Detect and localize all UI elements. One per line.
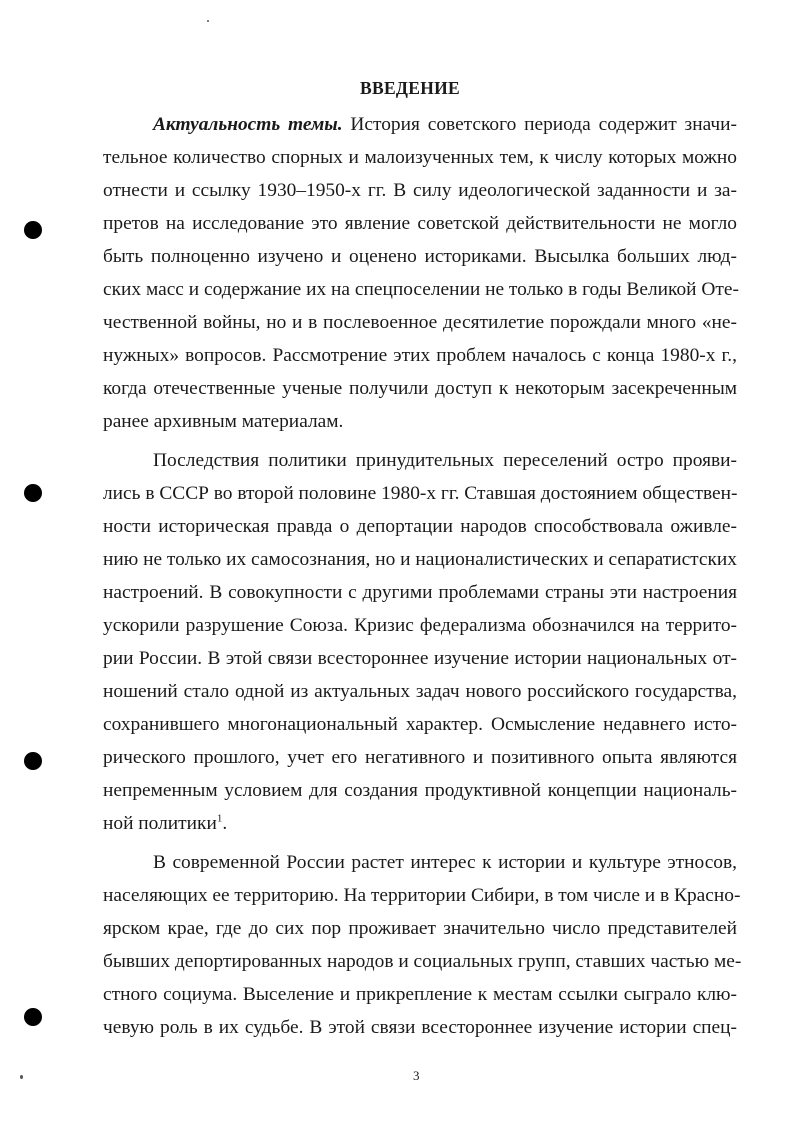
paragraph-1-line: ранее архивным материалам. [103, 411, 344, 432]
scan-speck [207, 20, 209, 22]
punch-hole [24, 1008, 42, 1026]
paragraph-2-line: рического прошлого, учет его негативного и позитивного опыта являются [103, 747, 737, 768]
paragraph-3-line: населяющих ее территорию. На территории Сибири, в том числе и в Красно- [103, 885, 741, 906]
paragraph-2-last-line: ной политики$^1$. [103, 812, 228, 834]
paragraph-1-line: претов на исследование это явление советской действительности не могло [103, 213, 737, 234]
punch-hole [24, 484, 42, 502]
paragraph-2-line: ности историческая правда о депортации народов способствовала оживле- [103, 516, 737, 537]
paragraph-3-line: стного социума. Выселение и прикрепление к местам ссылки сыграло клю- [103, 984, 737, 1005]
paragraph-3-line: бывших депортированных народов и социальных групп, ставших частью ме- [103, 951, 742, 972]
paragraph-3-line: чевую роль в их судьбе. В этой связи всестороннее изучение истории спец- [103, 1017, 737, 1038]
section-heading: ВВЕДЕНИЕ [360, 78, 461, 98]
paragraph-1-line: быть полноценно изучено и оценено историками. Высылка больших люд- [103, 246, 737, 267]
paragraph-1-line: чественной войны, но и в послевоенное десятилетие порождали много «не- [103, 312, 737, 333]
punch-hole [24, 221, 42, 239]
punch-hole [24, 752, 42, 770]
paragraph-1-line: когда отечественные ученые получили доступ к некоторым засекреченным [103, 378, 737, 399]
paragraph-3-line: В современной России растет интерес к истории и культуре этносов, [153, 852, 737, 873]
paragraph-1-line-1: Актуальность темы. История советского периода содержит значи- [153, 114, 738, 135]
paragraph-2-line: непременным условием для создания продуктивной концепции националь- [103, 780, 737, 801]
paragraph-2-line: сохранившего многонациональный характер. Осмысление недавнего исто- [103, 714, 737, 735]
page-number: 3 [413, 1068, 420, 1083]
scan-speck [20, 1075, 23, 1079]
footnote-marker[interactable]: 1 [216, 812, 223, 825]
paragraph-2-line: ускорили разрушение Союза. Кризис федерализма обозначился на террито- [103, 615, 737, 636]
paragraph-2-line: Последствия политики принудительных переселений остро прояви- [153, 450, 737, 471]
paragraph-2-line: ношений стало одной из актуальных задач нового российского государства, [103, 681, 737, 702]
paragraph-1-line: тельное количество спорных и малоизученных тем, к числу которых можно [103, 147, 737, 168]
paragraph-2-line: нию не только их самосознания, но и националистических и сепаратистских [103, 549, 737, 570]
paragraph-3-line: ярском крае, где до сих пор проживает значительно число представителей [103, 918, 737, 939]
lead-phrase: Актуальность темы. [153, 114, 343, 135]
paragraph-1-line: ских масс и содержание их на спецпоселении не только в годы Великой Оте- [103, 279, 739, 300]
paragraph-1-line: нужных» вопросов. Рассмотрение этих проблем началось с конца 1980-х г., [103, 345, 737, 366]
paragraph-1-line: отнести и ссылку 1930–1950-х гг. В силу идеологической заданности и за- [103, 180, 737, 201]
paragraph-2-line: настроений. В совокупности с другими проблемами страны эти настроения [103, 582, 737, 603]
paragraph-2-line: рии России. В этой связи всестороннее изучение истории национальных от- [103, 648, 737, 669]
paragraph-2-line: лись в СССР во второй половине 1980-х гг. Ставшая достоянием обществен- [103, 483, 738, 504]
